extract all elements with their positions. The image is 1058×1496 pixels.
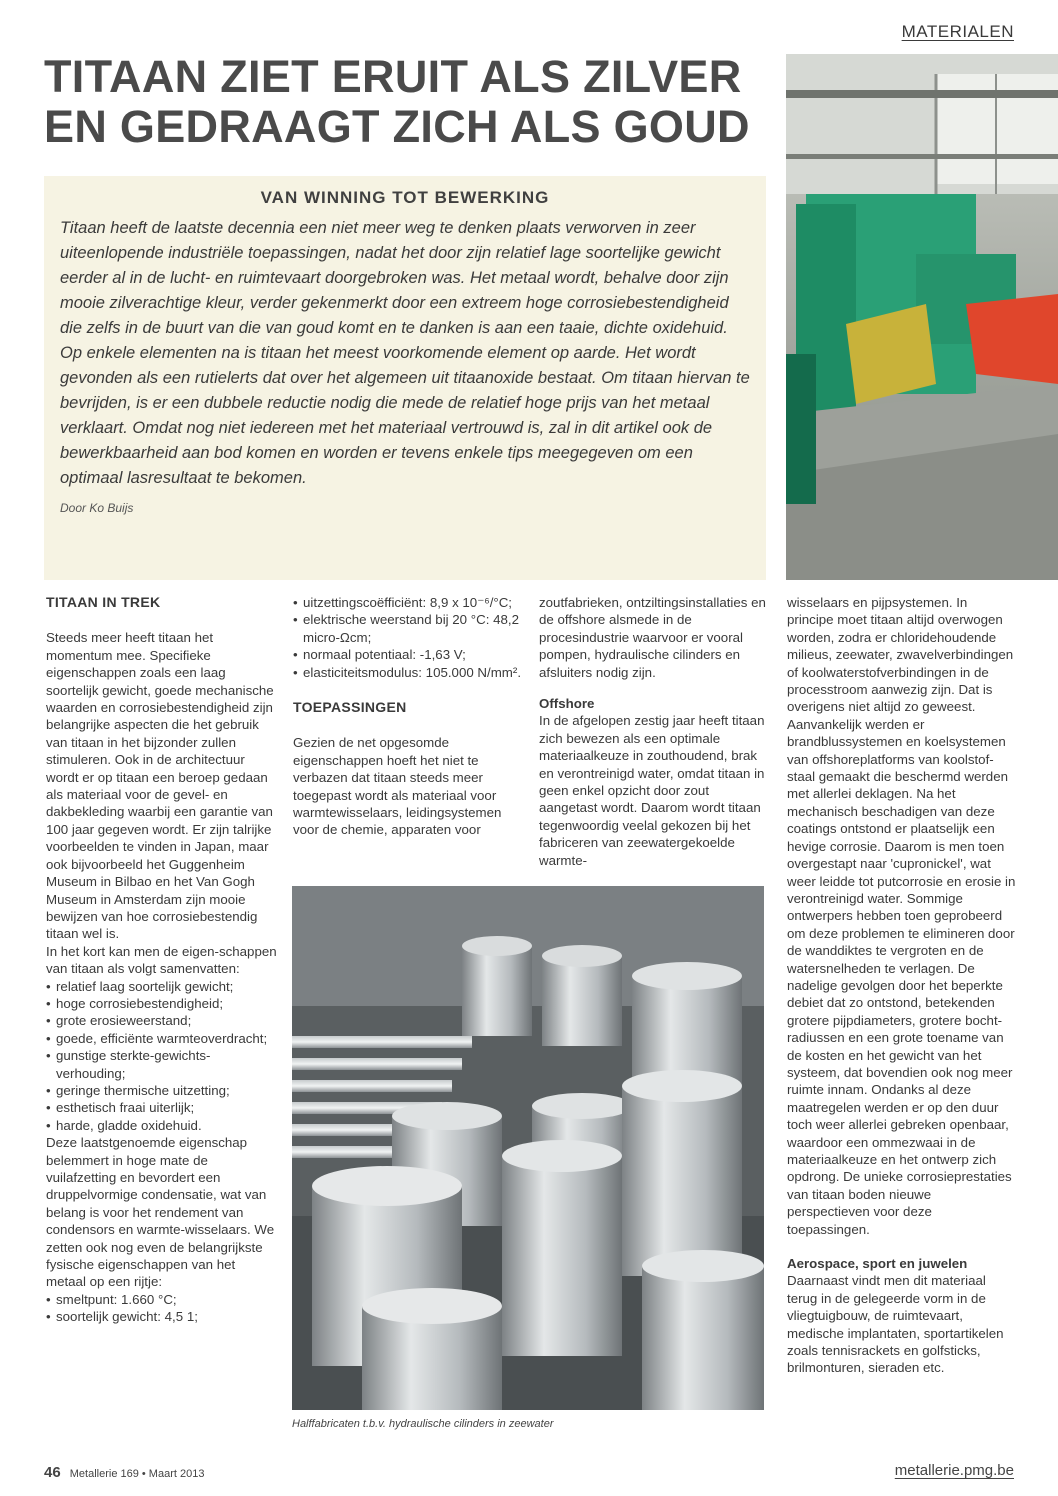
list-item: • smeltpunt: 1.660 °C; [46, 1291, 278, 1308]
list-item: • grote erosieweerstand; [46, 1012, 278, 1029]
intro-box [44, 176, 766, 580]
page-number: 46 [44, 1464, 61, 1481]
heading-titaan-in-trek: TITAAN IN TREK [46, 594, 161, 610]
column-3 [539, 594, 767, 869]
list-item: • geringe thermische uitzetting; [46, 1082, 278, 1099]
section-label: MATERIALEN [901, 22, 1014, 41]
properties-list [46, 978, 278, 1135]
issue-info: Metallerie 169 • Maart 2013 [69, 1468, 205, 1480]
subheading-offshore: Offshore [539, 696, 595, 712]
list-item: • gunstige sterkte-gewichts-verhouding; [46, 1047, 278, 1082]
col4-paragraph-2: Daarnaast vindt men dit materiaal terug in de gelegeerde vorm in de vliegtuigbouw, de ruimtevaart, medische implantaten, sportartikelen zoals tennisrackets en golfsticks, brilmonturen, sieraden etc. [787, 1273, 1004, 1376]
column-1 [46, 594, 278, 1326]
col1-paragraph-1: Steeds meer heeft titaan het momentum mee. Specifieke eigenschappen zoals een laag soortelijk gewicht, goede mechanische waarden en corrosiebestendigheid zijn belangrijke aspecten die het gebruik van titaan in het bijzonder zullen stimuleren. Ook in de architectuur wordt er op titaan een beroep gedaan als materiaal voor de gevel- en dakbekleding waarbij een garantie van 100 jaar gegeven wordt. Er zijn talrijke voorbeelden te vinden in Japan, maar ook bijvoorbeeld het Guggenheim Museum in Bilbao en het Van Gogh Museum in Amsterdam zijn mooie bewijzen van hoe corrosiebestendig titaan wel is. [46, 630, 274, 942]
article-title [44, 52, 784, 152]
footer-left [44, 1464, 204, 1481]
factory-illustration [786, 54, 1058, 580]
list-item: • uitzettingscoëfficiënt: 8,9 x 10⁻⁶/°C; [293, 594, 523, 611]
column-2 [293, 594, 523, 839]
list-item: • relatief laag soortelijk gewicht; [46, 978, 278, 995]
physical-properties-list-continued [293, 594, 523, 681]
titanium-bars-illustration [292, 886, 764, 1410]
list-item: • elektrische weerstand bij 20 °C: 48,2 micro-Ωcm; [293, 611, 523, 646]
factory-photo [786, 54, 1058, 580]
list-item: • harde, gladde oxidehuid. [46, 1117, 278, 1134]
list-item: • esthetisch fraai uiterlijk; [46, 1099, 278, 1116]
heading-toepassingen: TOEPASSINGEN [293, 699, 407, 716]
column-4 [787, 594, 1017, 1377]
col1-paragraph-3: Deze laatstgenoemde eigenschap belemmert in hoge mate de vuilafzetting en bevordert een druppelvormige condensatie, wat van belang is voor het rendement van condensors en warmte-wisselaars. We zetten ook nog even de belangrijkste fysische eigenschappen van het metaal op een rijtje: [46, 1135, 275, 1290]
col3-paragraph-2: In de afgelopen zestig jaar heeft titaan zich bewezen als een optimale materiaalkeuze in zouthoudend, brak en verontreinigd water, omdat titaan in geen enkel opzicht door zout aangetast wordt. Daarom wordt titaan tegenwoordig veelal gekozen bij het fabriceren van zeewatergekoelde warmte- [539, 713, 765, 868]
list-item: • soortelijk gewicht: 4,5 1; [46, 1308, 278, 1325]
photo-caption: Halffabricaten t.b.v. hydraulische cilinders in zeewater [292, 1418, 554, 1430]
col4-paragraph-1: wisselaars en pijpsystemen. In principe moet titaan altijd overwogen worden, zodra er chloridehoudende milieus, zeewater, zwavelverbindingen of koolwaterstofverbindingen in de processtroom aanwezig zijn. Dat is overigens niet altijd zo geweest. Aanvankelijk werden er brandblussystemen en koelsystemen van offshoreplatforms van koolstof-staal gemaakt die beschermd werden met allerlei deklagen. Na het mechanisch beschadigen van deze coatings ontstond er plaatselijk een hevige corrosie. Daarom is men toen overgestapt naar 'cupronickel', wat weer leidde tot putcorrosie en erosie in verontreinigd water. Sommige ontwerpers hebben toen geprobeerd om deze problemen te elimineren door de wanddiktes te vergroten en de watersnelheden te verlagen. De nadelige gevolgen door het beperkte debiet dat zo ontstond, betekenden grotere pijpdiameters, grotere bocht-radiussen en een grote toename van de kosten en het gewicht van het systeem, dat bovendien ook nog meer ruimte innam. Ondanks al deze maatregelen werden er op den duur toch weer allerlei gebreken openbaar, waardoor een ommezwaai in de materiaalkeuze en het ontwerp zich opdrong. De unieke corrosieprestaties van titaan boden nieuwe perspectieven voor deze toepassingen. [787, 595, 1016, 1237]
title-line-1: TITAAN ZIET ERUIT ALS ZILVER [44, 51, 742, 102]
list-item: • goede, efficiënte warmteoverdracht; [46, 1030, 278, 1047]
title-line-2: EN GEDRAAGT ZICH ALS GOUD [44, 101, 750, 152]
col3-paragraph-1: zoutfabrieken, ontziltingsinstallaties en de offshore alsmede in de procesindustrie waarvoor er vooral pompen, hydraulische cilinders en afsluiters nodig zijn. [539, 595, 766, 680]
list-item: • normaal potentiaal: -1,63 V; [293, 646, 523, 663]
byline: Door Ko Buijs [60, 501, 134, 515]
footer-website-link[interactable]: metallerie.pmg.be [894, 1462, 1014, 1479]
physical-properties-list [46, 1291, 278, 1326]
subheading-aerospace: Aerospace, sport en juwelen [787, 1256, 968, 1272]
list-item: • elasticiteitsmodulus: 105.000 N/mm². [293, 664, 523, 681]
intro-heading: VAN WINNING TOT BEWERKING [260, 188, 550, 207]
intro-text: Titaan heeft de laatste decennia een niet meer weg te denken plaats verworven in zeer uiteenlopende industriële toepassingen, nadat het door zijn relatief lage soortelijke gewicht eerder al in de lucht- en ruimtevaart doorgebroken was. Het metaal wordt, behalve door zijn mooie zilverachtige kleur, verder gekenmerkt door een extreem hoge corrosiebestendigheid die zelfs in de buurt van die van goud komt en te danken is aan een taaie, dichte oxidehuid. Op enkele elementen na is titaan het meest voorkomende element op aarde. Het wordt gevonden als een rutielerts dat over het algemeen uit titaanoxide bestaat. Om titaan hiervan te bevrijden, is er een dubbele reductie nodig die mede de relatief hoge prijs van het metaal verklaart. Omdat nog niet iedereen met het materiaal vertrouwd is, zal in dit artikel ook de bewerkbaarheid aan bod komen en worden er tevens enkele tips meegegeven om een optimaal lasresultaat te bekomen. [60, 219, 750, 487]
titanium-bars-photo [292, 886, 764, 1410]
col2-paragraph-1: Gezien de net opgesomde eigenschappen hoeft het niet te verbazen dat titaan steeds meer toegepast wordt als materiaal voor warmtewisselaars, leidingsystemen voor de chemie, apparaten voor [293, 735, 502, 838]
list-item: • hoge corrosiebestendigheid; [46, 995, 278, 1012]
col1-paragraph-2: In het kort kan men de eigen-schappen van titaan als volgt samenvatten: [46, 943, 277, 977]
